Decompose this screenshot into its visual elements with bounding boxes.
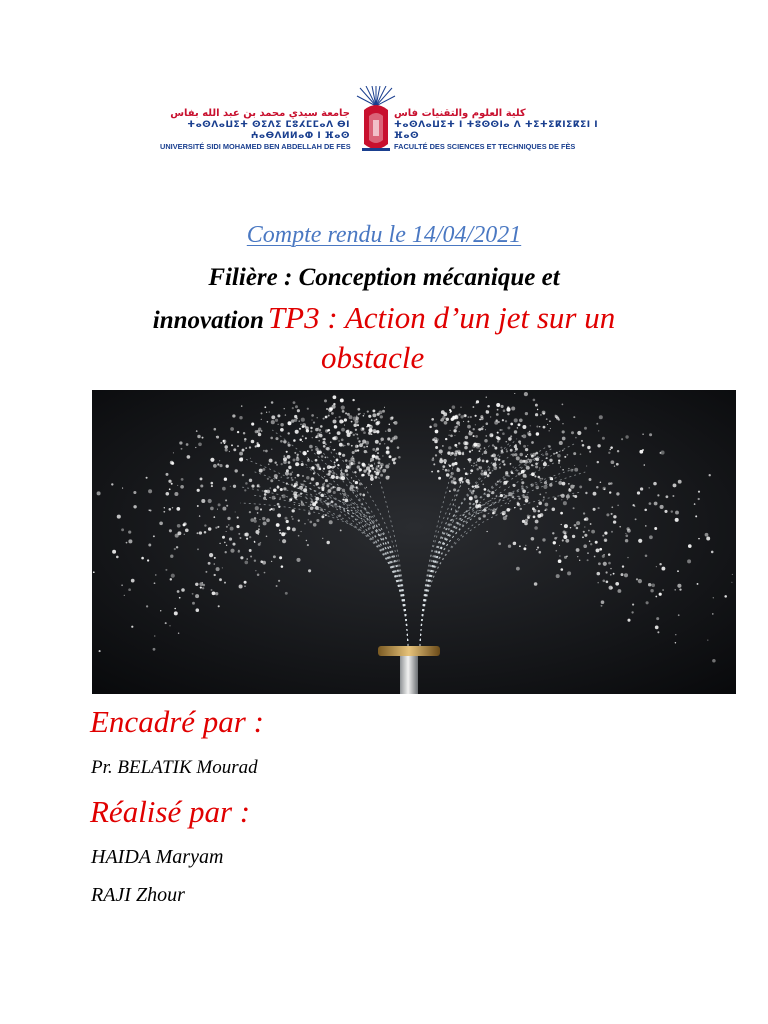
title-line-2 — [0, 300, 768, 336]
fountain-pipe — [400, 654, 418, 694]
university-name-latin: UNIVERSITÉ SIDI MOHAMED BEN ABDELLAH DE FES — [160, 142, 351, 151]
fountain-illustration — [92, 390, 736, 694]
university-name-arabic: جامعة سيدي محمد بن عبد الله بفاس — [170, 108, 350, 119]
university-logo — [160, 108, 350, 152]
author-name: HAIDA Maryam — [91, 846, 224, 868]
authors-label: Réalisé par : — [90, 794, 251, 829]
faculty-logo — [394, 108, 604, 152]
lab-title: TP3 : Action d’un jet sur un — [267, 300, 616, 335]
lab-title-continued: obstacle — [321, 340, 425, 375]
university-emblem-icon — [356, 86, 396, 158]
header-logos — [160, 86, 600, 166]
author-name: RAJI Zhour — [91, 884, 185, 906]
report-date-heading: Compte rendu le 14/04/2021 — [246, 222, 522, 248]
supervisor-label: Encadré par : — [90, 704, 264, 739]
program-title-continued: innovation — [152, 307, 264, 334]
faculty-name-arabic: كلية العلوم والتقنيات فاس — [394, 108, 526, 119]
program-title: Filière : Conception mécanique et — [208, 264, 560, 291]
supervisor-name: Pr. BELATIK Mourad — [91, 757, 258, 778]
faculty-name-latin: FACULTÉ DES SCIENCES ET TECHNIQUES DE FÈS — [394, 142, 576, 151]
faculty-name-tifinagh: ⵜⴰⵙⴷⴰⵡⵉⵜ ⵏ ⵜⵓⵙⵙⵏⴰ ⴷ ⵜⵉⵜⵉⴽⵏⵉⴽⵉⵏ ⵏ ⴼⴰⵙ — [394, 120, 599, 141]
university-name-tifinagh: ⵜⴰⵙⴷⴰⵡⵉⵜ ⵙⵉⴷⵉ ⵎⵓⵃⵎⵎⴰⴷ ⴱⵏ ⵄⴰⴱⴷⵍⵍⴰⵀ ⵏ ⴼⴰⵙ — [187, 120, 350, 141]
fountain-jet-photo — [92, 390, 736, 694]
fountain-nozzle — [378, 646, 440, 656]
